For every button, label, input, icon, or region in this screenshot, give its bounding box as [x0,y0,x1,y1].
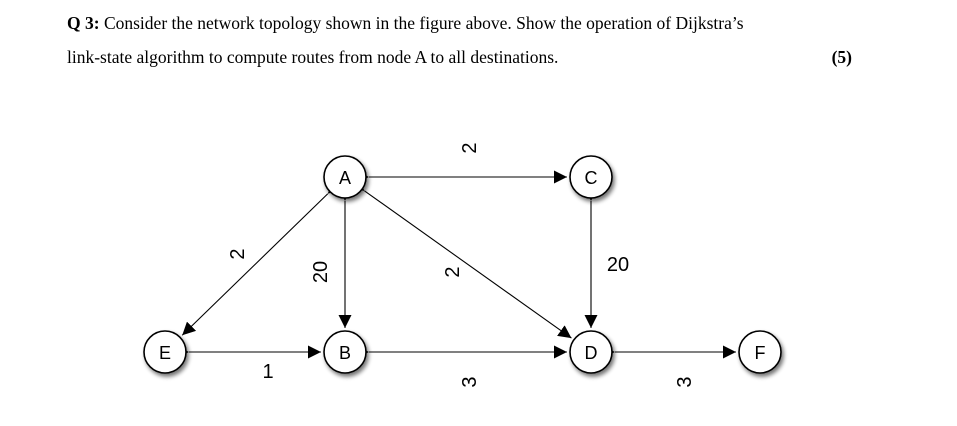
edge-weight-a-c: 2 [459,142,481,154]
edge-weight-a-b: 20 [310,260,332,284]
node-label-c: C [584,168,598,188]
node-label-a: A [338,168,352,188]
node-c [570,156,612,198]
edge-weight-c-d: 20 [606,254,630,276]
edges [182,177,736,352]
nodes [144,156,781,373]
edge-a-e [182,194,328,336]
edge-weight-a-e: 2 [227,248,249,260]
node-a [324,156,366,198]
node-f [739,331,781,373]
edge-weight-d-f: 3 [674,376,696,388]
question-number: Q 3: [67,13,100,33]
node-e [144,331,186,373]
question-marks: (5) [831,47,852,67]
edge-weights [227,142,696,387]
node-label-e: E [158,343,172,363]
node-d [570,331,612,373]
edge-weight-e-b: 1 [262,361,274,383]
node-b [324,331,366,373]
edge-weight-a-d: 2 [442,266,464,278]
question-line-1-text: Consider the network topology shown in the figure above. Show the operation of Dijkstra’s [103,13,744,33]
edge-weight-b-d: 3 [459,376,481,388]
edge-a-d [365,191,572,338]
node-label-b: B [338,343,352,363]
question-line-2-text: link-state algorithm to compute routes from node A to all destinations. [67,47,559,67]
node-label-d: D [584,343,598,363]
node-label-f: F [754,343,766,363]
